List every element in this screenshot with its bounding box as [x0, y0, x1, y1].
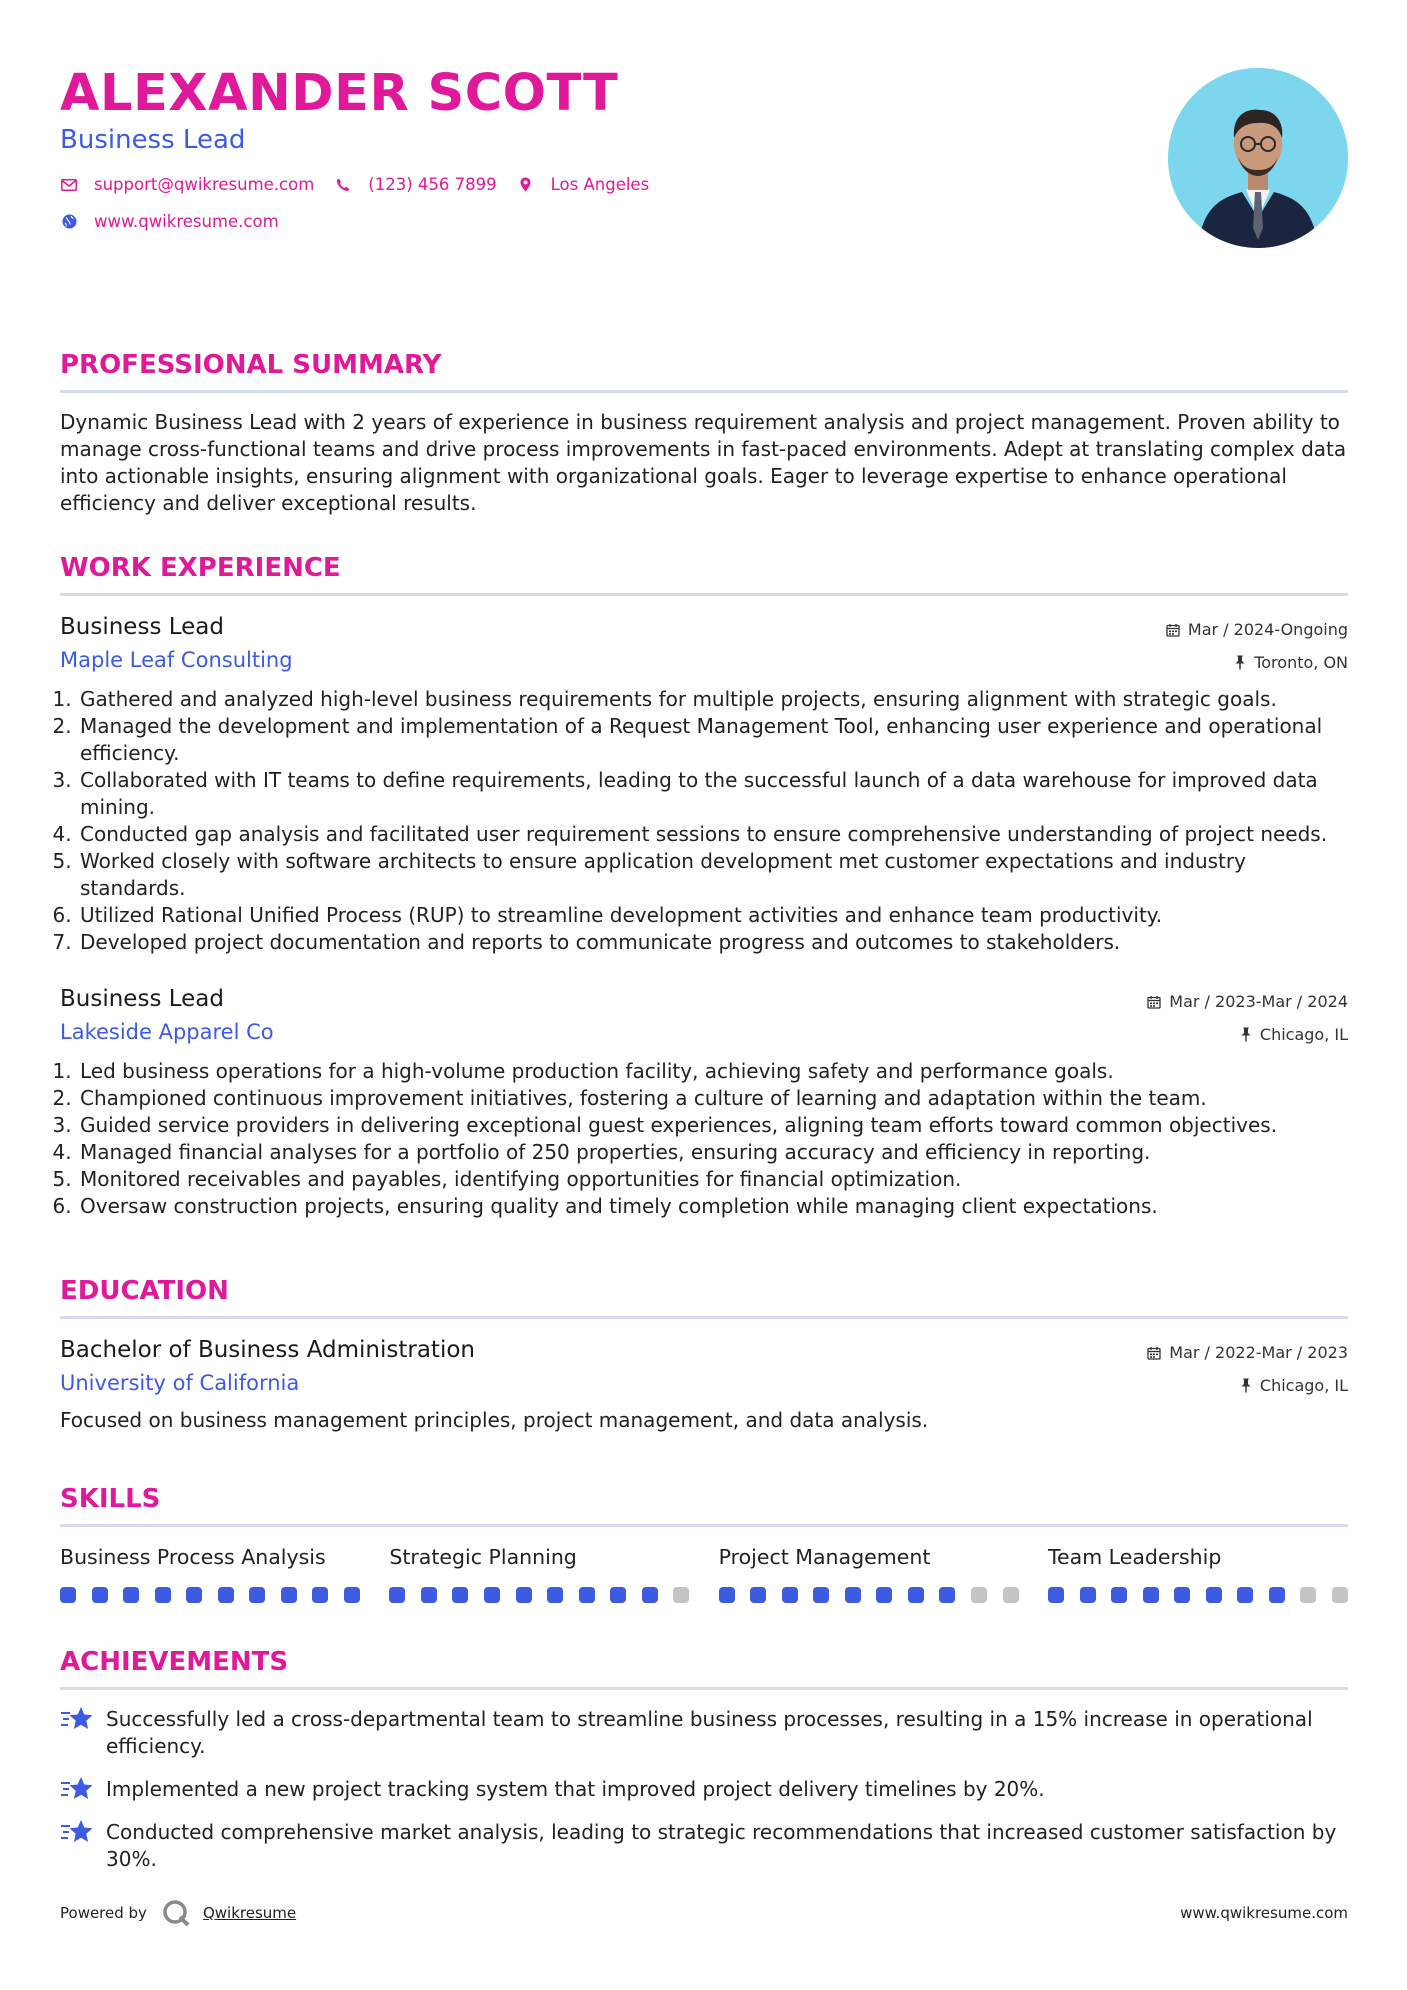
- education-description: Focused on business management principles, project management, and data analysis.: [60, 1408, 929, 1432]
- skills-heading: SKILLS: [60, 1484, 161, 1514]
- candidate-role: Business Lead: [60, 125, 246, 155]
- job-company: Maple Leaf Consulting: [60, 648, 293, 672]
- qwikresume-logo-icon: [161, 1898, 191, 1928]
- skills-section: [60, 1484, 1348, 1603]
- job-bullet: 6. Utilized Rational Unified Process (RUP) to streamline development activities and enhance team productivity.: [78, 902, 1348, 929]
- education-meta: [1147, 1337, 1348, 1395]
- job-entry: [60, 614, 1348, 956]
- achievements-heading: ACHIEVEMENTS: [60, 1647, 289, 1677]
- skill-item: [719, 1545, 1019, 1603]
- rating-dot-filled: [60, 1587, 76, 1603]
- rating-dot-filled: [939, 1587, 955, 1603]
- skill-rating: [389, 1587, 689, 1603]
- job-bullet: 3. Collaborated with IT teams to define requirements, leading to the successful launch of a data warehouse for improved data mining.: [78, 767, 1348, 821]
- job-company: Lakeside Apparel Co: [60, 1020, 274, 1044]
- job-meta: [1147, 986, 1348, 1044]
- skill-item: [60, 1545, 360, 1603]
- contact-location: [517, 175, 650, 194]
- rating-dot-filled: [155, 1587, 171, 1603]
- rating-dot-filled: [281, 1587, 297, 1603]
- achievement-item: [60, 1706, 1348, 1760]
- rating-dot-empty: [1332, 1587, 1348, 1603]
- rating-dot-filled: [579, 1587, 595, 1603]
- job-location: Toronto, ON: [1254, 653, 1348, 672]
- rating-dot-filled: [249, 1587, 265, 1603]
- achievement-text: Successfully led a cross-departmental team to streamline business processes, resulting in a 15% increase in operational efficiency.: [106, 1707, 1313, 1758]
- phone-text: (123) 456 7899: [368, 175, 497, 194]
- section-divider: [60, 593, 1348, 596]
- summary-section: [60, 350, 1348, 517]
- education-section: [60, 1276, 1348, 1434]
- footer-website[interactable]: www.qwikresume.com: [1180, 1904, 1348, 1922]
- rating-dot-filled: [845, 1587, 861, 1603]
- resume-header: [60, 64, 1348, 280]
- achievement-item: [60, 1819, 1348, 1873]
- rating-dot-filled: [750, 1587, 766, 1603]
- rating-dot-filled: [186, 1587, 202, 1603]
- rating-dot-filled: [1237, 1587, 1253, 1603]
- rating-dot-filled: [719, 1587, 735, 1603]
- job-bullets: [60, 1058, 1348, 1220]
- summary-heading: PROFESSIONAL SUMMARY: [60, 350, 442, 380]
- contact-row-1: [60, 175, 1348, 194]
- education-heading: EDUCATION: [60, 1276, 229, 1306]
- rating-dot-filled: [1111, 1587, 1127, 1603]
- education-location: Chicago, IL: [1259, 1376, 1348, 1395]
- job-bullet: 6. Oversaw construction projects, ensuring quality and timely completion while managing client expectations.: [78, 1193, 1348, 1220]
- job-bullet: 1. Led business operations for a high-volume production facility, achieving safety and performance goals.: [78, 1058, 1348, 1085]
- powered-by: [60, 1898, 296, 1928]
- section-divider: [60, 1524, 1348, 1527]
- globe-icon: [60, 213, 78, 231]
- rating-dot-filled: [782, 1587, 798, 1603]
- rating-dot-empty: [971, 1587, 987, 1603]
- rating-dot-filled: [1048, 1587, 1064, 1603]
- job-bullet: 5. Monitored receivables and payables, identifying opportunities for financial optimization.: [78, 1166, 1348, 1193]
- job-bullet: 7. Developed project documentation and reports to communicate progress and outcomes to stakeholders.: [78, 929, 1348, 956]
- rating-dot-filled: [312, 1587, 328, 1603]
- rating-dot-filled: [642, 1587, 658, 1603]
- rating-dot-filled: [421, 1587, 437, 1603]
- calendar-icon: [1147, 995, 1161, 1009]
- skill-name: Project Management: [718, 1545, 931, 1569]
- envelope-icon: [60, 176, 78, 194]
- section-divider: [60, 1687, 1348, 1690]
- profile-photo: [1168, 68, 1348, 248]
- rating-dot-filled: [813, 1587, 829, 1603]
- skill-name: Business Process Analysis: [60, 1545, 326, 1569]
- job-dates: Mar / 2023-Mar / 2024: [1169, 992, 1348, 1011]
- rating-dot-filled: [547, 1587, 563, 1603]
- skill-name: Team Leadership: [1047, 1545, 1222, 1569]
- rating-dot-filled: [484, 1587, 500, 1603]
- star-icon: [60, 1705, 94, 1733]
- job-location: Chicago, IL: [1259, 1025, 1348, 1044]
- email-text: support@qwikresume.com: [94, 175, 315, 194]
- section-divider: [60, 390, 1348, 393]
- job-bullet: 2. Championed continuous improvement initiatives, fostering a culture of learning and adaptation within the team.: [78, 1085, 1348, 1112]
- experience-heading: WORK EXPERIENCE: [60, 553, 341, 583]
- map-marker-icon: [517, 176, 535, 194]
- skills-list: [60, 1545, 1348, 1603]
- calendar-icon: [1166, 623, 1180, 637]
- contact-email[interactable]: [60, 175, 314, 194]
- candidate-name: ALEXANDER SCOTT: [60, 64, 619, 123]
- achievement-text: Implemented a new project tracking system that improved project delivery timelines by 20%.: [106, 1777, 1045, 1801]
- job-bullet: 3. Guided service providers in delivering exceptional guest experiences, aligning team efforts toward common objectives.: [78, 1112, 1348, 1139]
- job-dates: Mar / 2024-Ongoing: [1187, 620, 1348, 639]
- skill-rating: [60, 1587, 360, 1603]
- job-bullet: 5. Worked closely with software architects to ensure application development met customer expectations and industry standards.: [78, 848, 1348, 902]
- job-bullet: 4. Managed financial analyses for a portfolio of 250 properties, ensuring accuracy and efficiency in reporting.: [78, 1139, 1348, 1166]
- rating-dot-filled: [1143, 1587, 1159, 1603]
- calendar-icon: [1147, 1346, 1161, 1360]
- pushpin-icon: [1234, 655, 1246, 670]
- achievement-item: [60, 1776, 1348, 1803]
- powered-by-label: Powered by: [60, 1904, 147, 1922]
- website-text: www.qwikresume.com: [94, 212, 279, 231]
- education-entry: [60, 1337, 1348, 1434]
- location-text: Los Angeles: [550, 175, 650, 194]
- achievements-section: [60, 1647, 1348, 1873]
- section-divider: [60, 1316, 1348, 1319]
- rating-dot-empty: [673, 1587, 689, 1603]
- education-dates: Mar / 2022-Mar / 2023: [1169, 1343, 1348, 1362]
- skill-rating: [1048, 1587, 1348, 1603]
- school-name: University of California: [60, 1371, 300, 1395]
- rating-dot-filled: [1080, 1587, 1096, 1603]
- job-title: Business Lead: [60, 986, 224, 1012]
- job-entry: [60, 986, 1348, 1220]
- rating-dot-filled: [1174, 1587, 1190, 1603]
- brand-link[interactable]: Qwikresume: [202, 1904, 297, 1922]
- skill-rating: [719, 1587, 1019, 1603]
- degree-title: Bachelor of Business Administration: [60, 1337, 475, 1363]
- job-bullet: 2. Managed the development and implementation of a Request Management Tool, enhancing user experience and operational efficiency.: [78, 713, 1348, 767]
- rating-dot-filled: [389, 1587, 405, 1603]
- pushpin-icon: [1240, 1378, 1252, 1393]
- rating-dot-filled: [610, 1587, 626, 1603]
- rating-dot-filled: [344, 1587, 360, 1603]
- job-bullet: 4. Conducted gap analysis and facilitated user requirement sessions to ensure comprehensive understanding of project needs.: [78, 821, 1348, 848]
- page-footer: [60, 1898, 1348, 1928]
- contact-phone[interactable]: [334, 175, 496, 194]
- skill-item: [389, 1545, 689, 1603]
- contact-row-2: [60, 212, 1348, 231]
- rating-dot-filled: [516, 1587, 532, 1603]
- rating-dot-empty: [1300, 1587, 1316, 1603]
- contact-website[interactable]: [60, 212, 279, 231]
- rating-dot-filled: [1206, 1587, 1222, 1603]
- rating-dot-filled: [92, 1587, 108, 1603]
- rating-dot-filled: [218, 1587, 234, 1603]
- rating-dot-filled: [452, 1587, 468, 1603]
- rating-dot-filled: [908, 1587, 924, 1603]
- skill-name: Strategic Planning: [389, 1545, 577, 1569]
- star-icon: [60, 1818, 94, 1846]
- pushpin-icon: [1240, 1027, 1252, 1042]
- rating-dot-empty: [1003, 1587, 1019, 1603]
- job-bullet: 1. Gathered and analyzed high-level business requirements for multiple projects, ensuring alignment with strategic goals.: [78, 686, 1348, 713]
- job-bullets: [60, 686, 1348, 956]
- rating-dot-filled: [876, 1587, 892, 1603]
- star-icon: [60, 1775, 94, 1803]
- phone-icon: [334, 176, 352, 194]
- job-title: Business Lead: [60, 614, 224, 640]
- job-meta: [1166, 614, 1348, 672]
- experience-section: [60, 553, 1348, 1220]
- rating-dot-filled: [1269, 1587, 1285, 1603]
- rating-dot-filled: [123, 1587, 139, 1603]
- summary-text: Dynamic Business Lead with 2 years of experience in business requirement analysis and project management. Proven ability to manage cross-functional teams and drive process improvements in fast-paced environments. Adept at translating complex data into actionable insights, ensuring alignment with organizational goals. Eager to leverage expertise to enhance operational efficiency and deliver exceptional results.: [60, 410, 1347, 515]
- achievement-text: Conducted comprehensive market analysis, leading to strategic recommendations that increased customer satisfaction by 30%.: [106, 1820, 1337, 1871]
- skill-item: [1048, 1545, 1348, 1603]
